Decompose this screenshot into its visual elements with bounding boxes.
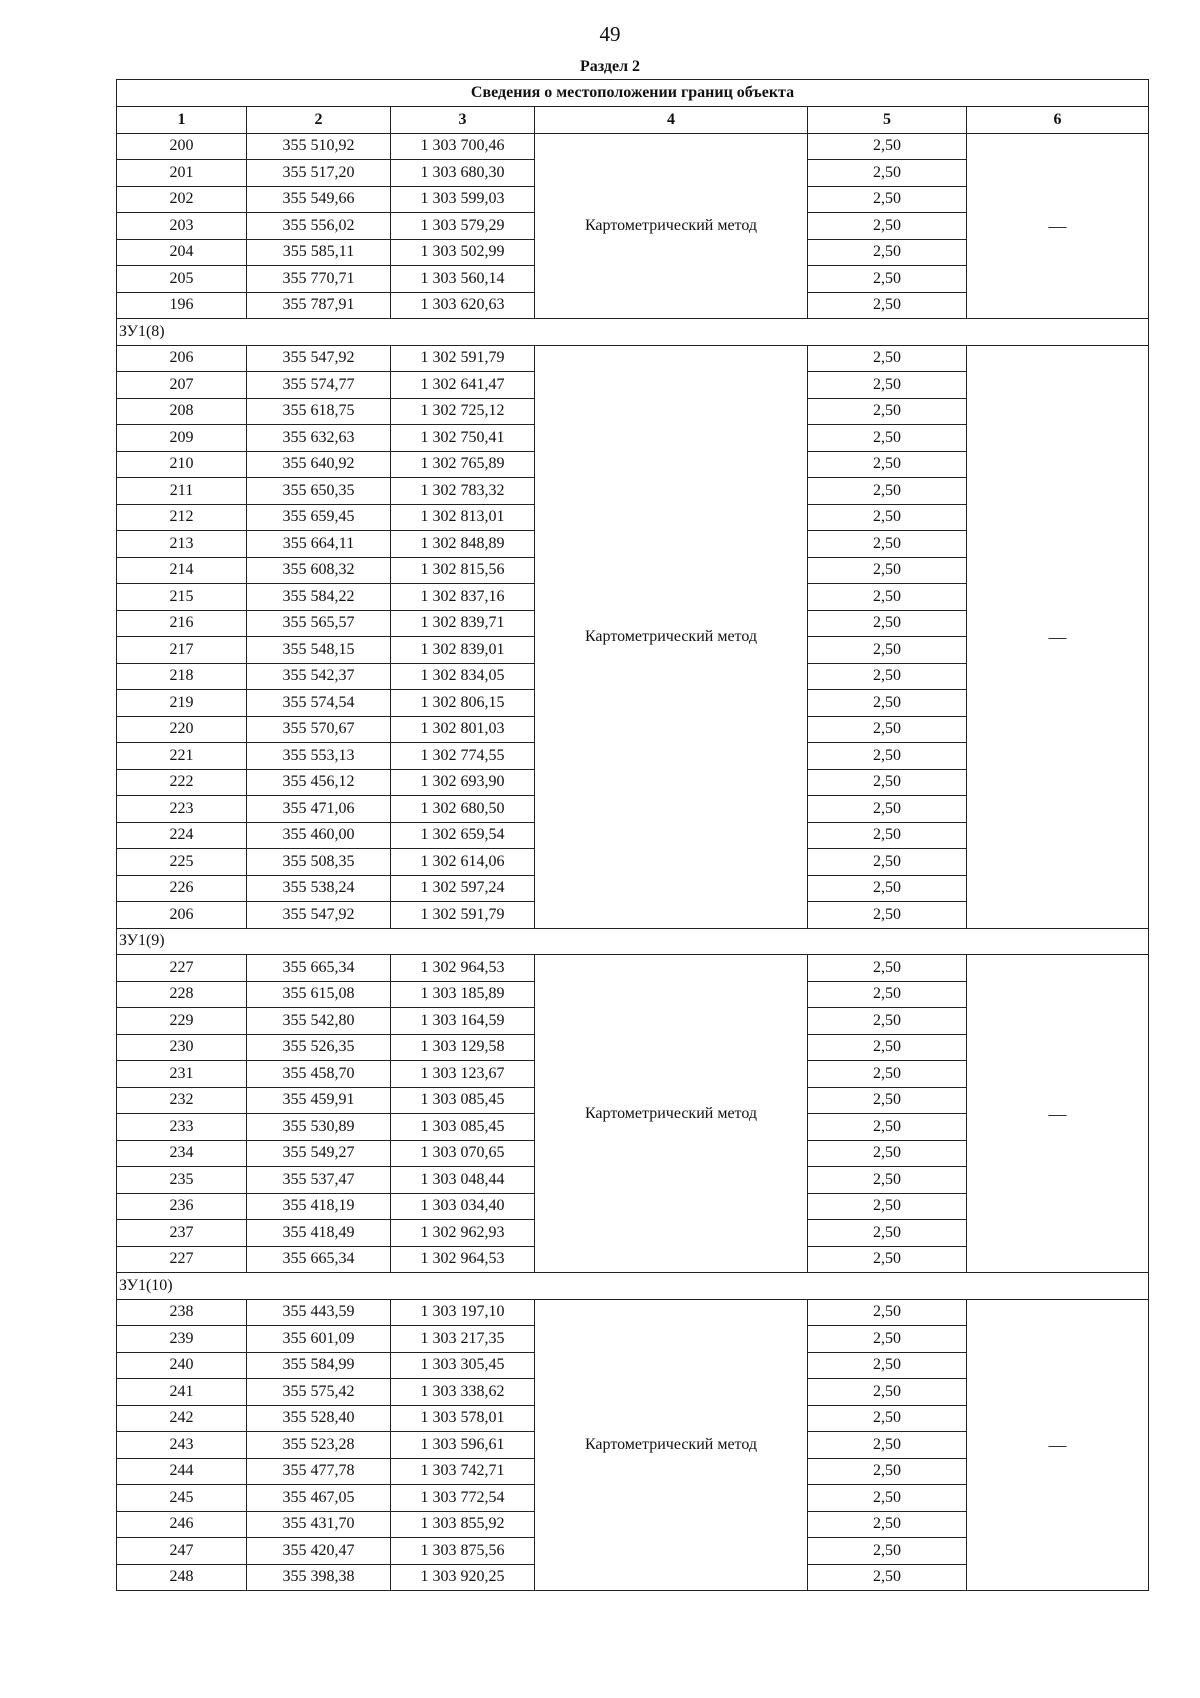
column-header: 4 — [535, 107, 808, 134]
y-coordinate-cell: 1 302 848,89 — [391, 531, 535, 558]
accuracy-cell: 2,50 — [808, 1114, 967, 1141]
y-coordinate-cell: 1 303 578,01 — [391, 1405, 535, 1432]
point-number-cell: 214 — [117, 557, 247, 584]
x-coordinate-cell: 355 523,28 — [247, 1432, 391, 1459]
accuracy-cell: 2,50 — [808, 1511, 967, 1538]
accuracy-cell: 2,50 — [808, 160, 967, 187]
y-coordinate-cell: 1 303 338,62 — [391, 1379, 535, 1406]
section-title: Раздел 2 — [579, 58, 641, 75]
point-number-cell: 218 — [117, 663, 247, 690]
x-coordinate-cell: 355 664,11 — [247, 531, 391, 558]
y-coordinate-cell: 1 303 920,25 — [391, 1564, 535, 1591]
y-coordinate-cell: 1 302 774,55 — [391, 743, 535, 770]
x-coordinate-cell: 355 584,99 — [247, 1352, 391, 1379]
method-cell: Картометрический метод — [535, 345, 808, 928]
y-coordinate-cell: 1 302 591,79 — [391, 902, 535, 929]
accuracy-cell: 2,50 — [808, 557, 967, 584]
point-number-cell: 232 — [117, 1087, 247, 1114]
x-coordinate-cell: 355 526,35 — [247, 1034, 391, 1061]
point-number-cell: 238 — [117, 1299, 247, 1326]
x-coordinate-cell: 355 615,08 — [247, 981, 391, 1008]
x-coordinate-cell: 355 640,92 — [247, 451, 391, 478]
accuracy-cell: 2,50 — [808, 531, 967, 558]
point-number-cell: 213 — [117, 531, 247, 558]
x-coordinate-cell: 355 418,49 — [247, 1220, 391, 1247]
accuracy-cell: 2,50 — [808, 955, 967, 982]
accuracy-cell: 2,50 — [808, 478, 967, 505]
y-coordinate-cell: 1 302 659,54 — [391, 822, 535, 849]
x-coordinate-cell: 355 548,15 — [247, 637, 391, 664]
accuracy-cell: 2,50 — [808, 239, 967, 266]
accuracy-cell: 2,50 — [808, 1220, 967, 1247]
point-number-cell: 233 — [117, 1114, 247, 1141]
y-coordinate-cell: 1 302 964,53 — [391, 955, 535, 982]
y-coordinate-cell: 1 302 801,03 — [391, 716, 535, 743]
y-coordinate-cell: 1 303 129,58 — [391, 1034, 535, 1061]
accuracy-cell: 2,50 — [808, 637, 967, 664]
point-number-cell: 241 — [117, 1379, 247, 1406]
x-coordinate-cell: 355 665,34 — [247, 955, 391, 982]
point-number-cell: 201 — [117, 160, 247, 187]
x-coordinate-cell: 355 420,47 — [247, 1538, 391, 1565]
note-cell: — — [967, 1299, 1149, 1591]
table-caption-row — [117, 80, 1149, 107]
x-coordinate-cell: 355 547,92 — [247, 345, 391, 372]
point-number-cell: 235 — [117, 1167, 247, 1194]
point-number-cell: 210 — [117, 451, 247, 478]
accuracy-cell: 2,50 — [808, 663, 967, 690]
accuracy-cell: 2,50 — [808, 1326, 967, 1353]
y-coordinate-cell: 1 302 725,12 — [391, 398, 535, 425]
note-cell: — — [967, 955, 1149, 1273]
accuracy-cell: 2,50 — [808, 1379, 967, 1406]
point-number-cell: 247 — [117, 1538, 247, 1565]
x-coordinate-cell: 355 471,06 — [247, 796, 391, 823]
accuracy-cell: 2,50 — [808, 1246, 967, 1273]
accuracy-cell: 2,50 — [808, 398, 967, 425]
x-coordinate-cell: 355 517,20 — [247, 160, 391, 187]
accuracy-cell: 2,50 — [808, 1458, 967, 1485]
y-coordinate-cell: 1 302 964,53 — [391, 1246, 535, 1273]
y-coordinate-cell: 1 302 614,06 — [391, 849, 535, 876]
x-coordinate-cell: 355 530,89 — [247, 1114, 391, 1141]
point-number-cell: 243 — [117, 1432, 247, 1459]
group-header-row — [117, 319, 1149, 346]
table-caption: Сведения о местоположении границ объекта — [117, 80, 1149, 107]
x-coordinate-cell: 355 556,02 — [247, 213, 391, 240]
accuracy-cell: 2,50 — [808, 451, 967, 478]
point-number-cell: 200 — [117, 133, 247, 160]
y-coordinate-cell: 1 303 579,29 — [391, 213, 535, 240]
y-coordinate-cell: 1 302 815,56 — [391, 557, 535, 584]
y-coordinate-cell: 1 303 305,45 — [391, 1352, 535, 1379]
y-coordinate-cell: 1 302 813,01 — [391, 504, 535, 531]
point-number-cell: 202 — [117, 186, 247, 213]
y-coordinate-cell: 1 302 839,01 — [391, 637, 535, 664]
x-coordinate-cell: 355 459,91 — [247, 1087, 391, 1114]
x-coordinate-cell: 355 574,77 — [247, 372, 391, 399]
point-number-cell: 248 — [117, 1564, 247, 1591]
y-coordinate-cell: 1 303 085,45 — [391, 1114, 535, 1141]
accuracy-cell: 2,50 — [808, 610, 967, 637]
accuracy-cell: 2,50 — [808, 1193, 967, 1220]
x-coordinate-cell: 355 443,59 — [247, 1299, 391, 1326]
x-coordinate-cell: 355 542,37 — [247, 663, 391, 690]
y-coordinate-cell: 1 303 123,67 — [391, 1061, 535, 1088]
point-number-cell: 227 — [117, 1246, 247, 1273]
y-coordinate-cell: 1 302 962,93 — [391, 1220, 535, 1247]
x-coordinate-cell: 355 618,75 — [247, 398, 391, 425]
x-coordinate-cell: 355 398,38 — [247, 1564, 391, 1591]
accuracy-cell: 2,50 — [808, 743, 967, 770]
point-number-cell: 239 — [117, 1326, 247, 1353]
y-coordinate-cell: 1 302 834,05 — [391, 663, 535, 690]
y-coordinate-cell: 1 303 596,61 — [391, 1432, 535, 1459]
column-header: 2 — [247, 107, 391, 134]
y-coordinate-cell: 1 302 680,50 — [391, 796, 535, 823]
accuracy-cell: 2,50 — [808, 1564, 967, 1591]
x-coordinate-cell: 355 787,91 — [247, 292, 391, 319]
accuracy-cell: 2,50 — [808, 1034, 967, 1061]
x-coordinate-cell: 355 477,78 — [247, 1458, 391, 1485]
point-number-cell: 204 — [117, 239, 247, 266]
point-number-cell: 245 — [117, 1485, 247, 1512]
x-coordinate-cell: 355 508,35 — [247, 849, 391, 876]
point-number-cell: 227 — [117, 955, 247, 982]
y-coordinate-cell: 1 303 502,99 — [391, 239, 535, 266]
column-header: 1 — [117, 107, 247, 134]
y-coordinate-cell: 1 303 620,63 — [391, 292, 535, 319]
table-row — [117, 133, 1149, 160]
x-coordinate-cell: 355 418,19 — [247, 1193, 391, 1220]
y-coordinate-cell: 1 303 680,30 — [391, 160, 535, 187]
accuracy-cell: 2,50 — [808, 1299, 967, 1326]
accuracy-cell: 2,50 — [808, 1352, 967, 1379]
point-number-cell: 223 — [117, 796, 247, 823]
method-cell: Картометрический метод — [535, 955, 808, 1273]
x-coordinate-cell: 355 542,80 — [247, 1008, 391, 1035]
y-coordinate-cell: 1 302 783,32 — [391, 478, 535, 505]
point-number-cell: 219 — [117, 690, 247, 717]
accuracy-cell: 2,50 — [808, 1008, 967, 1035]
accuracy-cell: 2,50 — [808, 1167, 967, 1194]
method-cell: Картометрический метод — [535, 133, 808, 319]
point-number-cell: 209 — [117, 425, 247, 452]
x-coordinate-cell: 355 458,70 — [247, 1061, 391, 1088]
point-number-cell: 206 — [117, 902, 247, 929]
point-number-cell: 246 — [117, 1511, 247, 1538]
y-coordinate-cell: 1 303 875,56 — [391, 1538, 535, 1565]
accuracy-cell: 2,50 — [808, 822, 967, 849]
point-number-cell: 220 — [117, 716, 247, 743]
y-coordinate-cell: 1 303 772,54 — [391, 1485, 535, 1512]
y-coordinate-cell: 1 303 085,45 — [391, 1087, 535, 1114]
point-number-cell: 205 — [117, 266, 247, 293]
table-body — [117, 80, 1149, 1591]
accuracy-cell: 2,50 — [808, 875, 967, 902]
page-number: 49 — [599, 22, 621, 46]
point-number-cell: 230 — [117, 1034, 247, 1061]
point-number-cell: 215 — [117, 584, 247, 611]
table-row — [117, 1299, 1149, 1326]
accuracy-cell: 2,50 — [808, 690, 967, 717]
y-coordinate-cell: 1 302 750,41 — [391, 425, 535, 452]
x-coordinate-cell: 355 585,11 — [247, 239, 391, 266]
x-coordinate-cell: 355 537,47 — [247, 1167, 391, 1194]
x-coordinate-cell: 355 460,00 — [247, 822, 391, 849]
x-coordinate-cell: 355 553,13 — [247, 743, 391, 770]
x-coordinate-cell: 355 510,92 — [247, 133, 391, 160]
x-coordinate-cell: 355 632,63 — [247, 425, 391, 452]
note-cell: — — [967, 345, 1149, 928]
column-header: 6 — [967, 107, 1149, 134]
point-number-cell: 211 — [117, 478, 247, 505]
x-coordinate-cell: 355 565,57 — [247, 610, 391, 637]
y-coordinate-cell: 1 303 599,03 — [391, 186, 535, 213]
y-coordinate-cell: 1 303 742,71 — [391, 1458, 535, 1485]
column-header: 5 — [808, 107, 967, 134]
accuracy-cell: 2,50 — [808, 1140, 967, 1167]
y-coordinate-cell: 1 302 597,24 — [391, 875, 535, 902]
accuracy-cell: 2,50 — [808, 133, 967, 160]
accuracy-cell: 2,50 — [808, 849, 967, 876]
x-coordinate-cell: 355 650,35 — [247, 478, 391, 505]
point-number-cell: 206 — [117, 345, 247, 372]
accuracy-cell: 2,50 — [808, 266, 967, 293]
point-number-cell: 226 — [117, 875, 247, 902]
accuracy-cell: 2,50 — [808, 1432, 967, 1459]
x-coordinate-cell: 355 601,09 — [247, 1326, 391, 1353]
y-coordinate-cell: 1 303 700,46 — [391, 133, 535, 160]
boundary-coordinates-table — [116, 79, 1149, 1591]
point-number-cell: 222 — [117, 769, 247, 796]
group-header-row — [117, 1273, 1149, 1300]
x-coordinate-cell: 355 528,40 — [247, 1405, 391, 1432]
accuracy-cell: 2,50 — [808, 292, 967, 319]
x-coordinate-cell: 355 456,12 — [247, 769, 391, 796]
x-coordinate-cell: 355 608,32 — [247, 557, 391, 584]
accuracy-cell: 2,50 — [808, 1485, 967, 1512]
point-number-cell: 212 — [117, 504, 247, 531]
y-coordinate-cell: 1 302 806,15 — [391, 690, 535, 717]
x-coordinate-cell: 355 467,05 — [247, 1485, 391, 1512]
y-coordinate-cell: 1 303 197,10 — [391, 1299, 535, 1326]
x-coordinate-cell: 355 538,24 — [247, 875, 391, 902]
point-number-cell: 234 — [117, 1140, 247, 1167]
accuracy-cell: 2,50 — [808, 1087, 967, 1114]
x-coordinate-cell: 355 549,66 — [247, 186, 391, 213]
table-row — [117, 345, 1149, 372]
x-coordinate-cell: 355 431,70 — [247, 1511, 391, 1538]
accuracy-cell: 2,50 — [808, 981, 967, 1008]
point-number-cell: 207 — [117, 372, 247, 399]
accuracy-cell: 2,50 — [808, 769, 967, 796]
point-number-cell: 242 — [117, 1405, 247, 1432]
column-header-row — [117, 107, 1149, 134]
point-number-cell: 244 — [117, 1458, 247, 1485]
x-coordinate-cell: 355 665,34 — [247, 1246, 391, 1273]
point-number-cell: 221 — [117, 743, 247, 770]
point-number-cell: 229 — [117, 1008, 247, 1035]
x-coordinate-cell: 355 770,71 — [247, 266, 391, 293]
accuracy-cell: 2,50 — [808, 584, 967, 611]
accuracy-cell: 2,50 — [808, 902, 967, 929]
x-coordinate-cell: 355 659,45 — [247, 504, 391, 531]
accuracy-cell: 2,50 — [808, 372, 967, 399]
point-number-cell: 216 — [117, 610, 247, 637]
group-header-row — [117, 928, 1149, 955]
x-coordinate-cell: 355 549,27 — [247, 1140, 391, 1167]
accuracy-cell: 2,50 — [808, 186, 967, 213]
y-coordinate-cell: 1 303 070,65 — [391, 1140, 535, 1167]
land-plot-label: ЗУ1(8) — [117, 319, 1149, 346]
y-coordinate-cell: 1 302 641,47 — [391, 372, 535, 399]
point-number-cell: 237 — [117, 1220, 247, 1247]
x-coordinate-cell: 355 547,92 — [247, 902, 391, 929]
accuracy-cell: 2,50 — [808, 796, 967, 823]
y-coordinate-cell: 1 303 164,59 — [391, 1008, 535, 1035]
point-number-cell: 225 — [117, 849, 247, 876]
point-number-cell: 203 — [117, 213, 247, 240]
point-number-cell: 240 — [117, 1352, 247, 1379]
y-coordinate-cell: 1 303 048,44 — [391, 1167, 535, 1194]
y-coordinate-cell: 1 303 185,89 — [391, 981, 535, 1008]
table-row — [117, 955, 1149, 982]
point-number-cell: 208 — [117, 398, 247, 425]
column-header: 3 — [391, 107, 535, 134]
y-coordinate-cell: 1 303 855,92 — [391, 1511, 535, 1538]
y-coordinate-cell: 1 302 591,79 — [391, 345, 535, 372]
y-coordinate-cell: 1 302 693,90 — [391, 769, 535, 796]
x-coordinate-cell: 355 575,42 — [247, 1379, 391, 1406]
x-coordinate-cell: 355 574,54 — [247, 690, 391, 717]
accuracy-cell: 2,50 — [808, 213, 967, 240]
accuracy-cell: 2,50 — [808, 345, 967, 372]
x-coordinate-cell: 355 584,22 — [247, 584, 391, 611]
point-number-cell: 224 — [117, 822, 247, 849]
point-number-cell: 236 — [117, 1193, 247, 1220]
land-plot-label: ЗУ1(10) — [117, 1273, 1149, 1300]
point-number-cell: 217 — [117, 637, 247, 664]
land-plot-label: ЗУ1(9) — [117, 928, 1149, 955]
y-coordinate-cell: 1 303 560,14 — [391, 266, 535, 293]
note-cell: — — [967, 133, 1149, 319]
point-number-cell: 231 — [117, 1061, 247, 1088]
accuracy-cell: 2,50 — [808, 1061, 967, 1088]
point-number-cell: 228 — [117, 981, 247, 1008]
accuracy-cell: 2,50 — [808, 1538, 967, 1565]
accuracy-cell: 2,50 — [808, 425, 967, 452]
accuracy-cell: 2,50 — [808, 716, 967, 743]
y-coordinate-cell: 1 302 839,71 — [391, 610, 535, 637]
y-coordinate-cell: 1 302 837,16 — [391, 584, 535, 611]
x-coordinate-cell: 355 570,67 — [247, 716, 391, 743]
accuracy-cell: 2,50 — [808, 504, 967, 531]
method-cell: Картометрический метод — [535, 1299, 808, 1591]
point-number-cell: 196 — [117, 292, 247, 319]
y-coordinate-cell: 1 302 765,89 — [391, 451, 535, 478]
accuracy-cell: 2,50 — [808, 1405, 967, 1432]
y-coordinate-cell: 1 303 217,35 — [391, 1326, 535, 1353]
y-coordinate-cell: 1 303 034,40 — [391, 1193, 535, 1220]
